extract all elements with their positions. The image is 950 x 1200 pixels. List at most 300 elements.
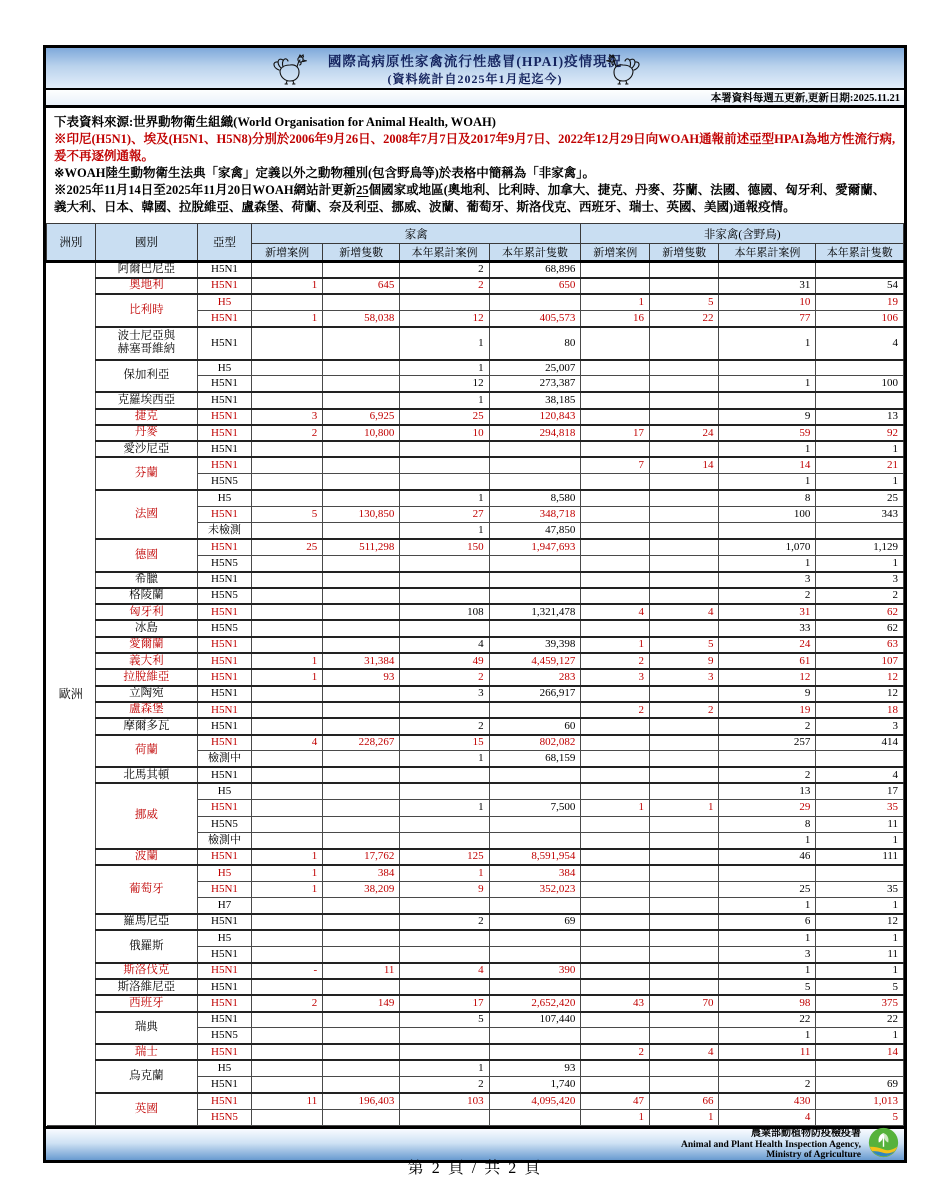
table-cell: 1 <box>816 930 904 946</box>
table-cell: 43 <box>581 995 650 1011</box>
table-cell: 4 <box>816 327 904 360</box>
table-cell <box>650 409 719 425</box>
table-cell: 60 <box>489 718 581 734</box>
table-cell: 24 <box>650 425 719 441</box>
table-cell: 13 <box>816 409 904 425</box>
country-cell: 俄羅斯 <box>95 930 197 963</box>
table-cell <box>252 930 323 946</box>
table-cell: 2 <box>581 702 650 718</box>
table-body <box>47 262 904 1126</box>
table-cell <box>489 702 581 718</box>
table-row <box>47 979 904 995</box>
table-cell: 21 <box>816 457 904 473</box>
subtype-cell: H5N1 <box>197 767 251 783</box>
table-cell <box>719 523 816 539</box>
table-cell <box>323 555 400 571</box>
table-cell <box>489 572 581 588</box>
table-cell: 802,082 <box>489 735 581 751</box>
subtype-cell: 未檢測 <box>197 523 251 539</box>
table-cell: 8,591,954 <box>489 849 581 865</box>
table-cell: 120,843 <box>489 409 581 425</box>
table-cell <box>816 751 904 767</box>
table-cell: 2 <box>400 278 489 294</box>
table-cell <box>650 1028 719 1044</box>
table-cell: 1 <box>719 832 816 848</box>
table-cell <box>323 620 400 636</box>
table-cell <box>323 360 400 376</box>
table-cell <box>323 816 400 832</box>
table-cell <box>581 816 650 832</box>
country-cell: 冰島 <box>95 620 197 636</box>
rooster-icon <box>271 53 307 90</box>
table-cell: 430 <box>719 1093 816 1109</box>
table-cell: 3 <box>719 946 816 962</box>
table-cell: 266,917 <box>489 686 581 702</box>
table-cell: 16 <box>581 310 650 326</box>
table-cell: 228,267 <box>323 735 400 751</box>
table-cell: 2 <box>719 718 816 734</box>
country-cell: 北馬其頓 <box>95 767 197 783</box>
country-cell: 捷克 <box>95 409 197 425</box>
table-cell: 2 <box>400 914 489 930</box>
table-cell <box>581 979 650 995</box>
table-cell: 92 <box>816 425 904 441</box>
country-cell: 保加利亞 <box>95 360 197 393</box>
table-cell: 2 <box>650 702 719 718</box>
table-cell: 2,652,420 <box>489 995 581 1011</box>
table-cell <box>650 881 719 897</box>
table-cell: 130,850 <box>323 506 400 522</box>
table-cell <box>650 767 719 783</box>
table-cell <box>581 441 650 457</box>
table-cell: 31 <box>719 278 816 294</box>
table-cell: 352,023 <box>489 881 581 897</box>
table-cell: 25 <box>400 409 489 425</box>
subtype-cell: H5N1 <box>197 539 251 555</box>
table-cell: 1 <box>400 490 489 506</box>
table-cell: 35 <box>816 800 904 816</box>
table-cell <box>323 1028 400 1044</box>
table-cell: 49 <box>400 653 489 669</box>
country-cell: 格陵蘭 <box>95 588 197 604</box>
table-cell: 47 <box>581 1093 650 1109</box>
table-cell: 4,459,127 <box>489 653 581 669</box>
table-cell <box>581 490 650 506</box>
table-cell <box>323 1109 400 1125</box>
table-cell: 2 <box>816 588 904 604</box>
table-cell: 25 <box>816 490 904 506</box>
table-cell <box>323 376 400 392</box>
table-cell: 1 <box>816 832 904 848</box>
table-cell: 62 <box>816 604 904 620</box>
country-cell: 葡萄牙 <box>95 865 197 914</box>
table-cell <box>816 262 904 278</box>
table-cell: 3 <box>816 718 904 734</box>
table-cell <box>650 816 719 832</box>
table-cell <box>400 946 489 962</box>
table-cell: 1 <box>719 555 816 571</box>
table-cell <box>400 620 489 636</box>
table-cell <box>581 1028 650 1044</box>
country-cell: 挪威 <box>95 783 197 848</box>
table-cell <box>581 1012 650 1028</box>
table-cell <box>489 816 581 832</box>
table-cell: 58,038 <box>323 310 400 326</box>
table-cell <box>323 490 400 506</box>
header-new-cases: 新增案例 <box>252 244 323 262</box>
table-cell <box>323 914 400 930</box>
table-cell: 4 <box>581 604 650 620</box>
table-cell: 7,500 <box>489 800 581 816</box>
country-cell: 摩爾多瓦 <box>95 718 197 734</box>
table-cell <box>400 555 489 571</box>
subtype-cell: H5N1 <box>197 735 251 751</box>
table-cell: 3 <box>650 669 719 685</box>
table-cell: 66 <box>650 1093 719 1109</box>
country-cell: 芬蘭 <box>95 457 197 490</box>
table-row <box>47 539 904 555</box>
table-row <box>47 360 904 376</box>
country-cell: 匈牙利 <box>95 604 197 620</box>
table-cell <box>650 963 719 979</box>
note-line: ※2025年11月14日至2025年11月20日WOAH網站計更新25個國家或地區(奧地利、比利時、加拿大、捷克、丹麥、芬蘭、法國、德國、匈牙利、愛爾蘭、義大利、日本、韓國、拉脫維亞、盧森堡、荷蘭、奈及利亞、挪威、波蘭、葡萄牙、斯洛伐克、西班牙、瑞士、英國、美國)通報疫情。 <box>54 183 886 214</box>
table-cell: 68,159 <box>489 751 581 767</box>
table-cell: 1 <box>252 881 323 897</box>
table-row <box>47 1012 904 1028</box>
subtype-cell: H5N5 <box>197 816 251 832</box>
table-cell <box>252 474 323 490</box>
table-cell: 106 <box>816 310 904 326</box>
table-cell: 3 <box>816 572 904 588</box>
table-cell: 107,440 <box>489 1012 581 1028</box>
table-cell: 3 <box>252 409 323 425</box>
header-ytd-cases: 本年累計案例 <box>719 244 816 262</box>
table-cell: 283 <box>489 669 581 685</box>
header-new-birds: 新增隻數 <box>323 244 400 262</box>
table-cell: 1 <box>252 278 323 294</box>
subtype-cell: H5N1 <box>197 995 251 1011</box>
table-cell: 1 <box>816 555 904 571</box>
table-cell: 14 <box>650 457 719 473</box>
table-cell <box>581 360 650 376</box>
table-cell: 4 <box>400 637 489 653</box>
table-cell: 384 <box>323 865 400 881</box>
table-cell: 257 <box>719 735 816 751</box>
header-ytd-birds: 本年累計隻數 <box>816 244 904 262</box>
subtype-cell: H5N5 <box>197 588 251 604</box>
table-row <box>47 294 904 310</box>
table-cell: 6,925 <box>323 409 400 425</box>
table-cell <box>581 620 650 636</box>
table-row <box>47 588 904 604</box>
table-cell <box>252 800 323 816</box>
document-frame <box>43 45 907 1163</box>
table-cell: 1 <box>400 865 489 881</box>
table-cell: 80 <box>489 327 581 360</box>
header-group-poultry: 家禽 <box>252 224 581 244</box>
table-cell <box>400 294 489 310</box>
table-cell: 645 <box>323 278 400 294</box>
table-cell: 1 <box>719 441 816 457</box>
table-cell: 384 <box>489 865 581 881</box>
table-row <box>47 637 904 653</box>
table-cell <box>581 865 650 881</box>
table-cell: 5 <box>719 979 816 995</box>
table-row <box>47 735 904 751</box>
table-cell <box>489 588 581 604</box>
table-cell <box>719 262 816 278</box>
table-cell: 1 <box>252 849 323 865</box>
table-cell <box>650 897 719 913</box>
country-cell: 克羅埃西亞 <box>95 392 197 408</box>
table-cell <box>400 783 489 799</box>
subtype-cell: H5N1 <box>197 327 251 360</box>
header-group-nonpoultry: 非家禽(含野鳥) <box>581 224 904 244</box>
country-cell: 愛爾蘭 <box>95 637 197 653</box>
table-cell: 18 <box>816 702 904 718</box>
subtype-cell: H5N1 <box>197 718 251 734</box>
table-cell: 1 <box>252 669 323 685</box>
hpai-table <box>46 223 904 1126</box>
table-cell <box>581 930 650 946</box>
table-cell: 2 <box>719 1077 816 1093</box>
country-cell: 法國 <box>95 490 197 539</box>
table-cell: 22 <box>816 1012 904 1028</box>
table-cell: 77 <box>719 310 816 326</box>
subtype-cell: H5N1 <box>197 702 251 718</box>
table-cell: 1 <box>400 327 489 360</box>
table-cell: 11 <box>719 1044 816 1060</box>
table-cell <box>252 897 323 913</box>
table-cell: 511,298 <box>323 539 400 555</box>
country-cell: 立陶宛 <box>95 686 197 702</box>
table-cell <box>650 832 719 848</box>
table-cell: 17 <box>400 995 489 1011</box>
table-cell: 25 <box>252 539 323 555</box>
table-cell <box>400 1028 489 1044</box>
table-cell <box>323 588 400 604</box>
table-row <box>47 425 904 441</box>
table-cell <box>650 474 719 490</box>
header-ytd-cases: 本年累計案例 <box>400 244 489 262</box>
table-cell: 1,740 <box>489 1077 581 1093</box>
table-cell <box>650 735 719 751</box>
table-cell <box>252 816 323 832</box>
table-cell <box>252 686 323 702</box>
table-cell: 19 <box>816 294 904 310</box>
table-cell: 294,818 <box>489 425 581 441</box>
table-cell: 12 <box>400 376 489 392</box>
table-cell <box>489 946 581 962</box>
table-cell <box>650 930 719 946</box>
table-cell <box>400 767 489 783</box>
subtype-cell: H5 <box>197 360 251 376</box>
table-cell <box>489 767 581 783</box>
table-cell: 1,070 <box>719 539 816 555</box>
note-line: ※WOAH陸生動物衛生法典「家禽」定義以外之動物種別(包含野鳥等)於表格中簡稱為「非家禽」。 <box>54 166 596 180</box>
table-cell <box>581 555 650 571</box>
table-cell: - <box>252 963 323 979</box>
table-cell <box>650 539 719 555</box>
table-cell <box>489 620 581 636</box>
table-cell <box>816 360 904 376</box>
subtype-cell: H5N5 <box>197 1109 251 1125</box>
table-cell: 11 <box>816 946 904 962</box>
table-cell <box>252 294 323 310</box>
table-cell <box>489 897 581 913</box>
table-cell: 14 <box>719 457 816 473</box>
table-cell <box>252 1109 323 1125</box>
table-cell: 69 <box>816 1077 904 1093</box>
table-cell: 8,580 <box>489 490 581 506</box>
table-cell <box>719 1060 816 1076</box>
table-cell <box>581 783 650 799</box>
country-cell: 愛沙尼亞 <box>95 441 197 457</box>
table-cell: 22 <box>719 1012 816 1028</box>
table-cell <box>323 751 400 767</box>
table-cell: 390 <box>489 963 581 979</box>
subtype-cell: 檢測中 <box>197 751 251 767</box>
header-country: 國別 <box>95 224 197 262</box>
table-cell: 196,403 <box>323 1093 400 1109</box>
table-header <box>47 224 904 262</box>
header-new-cases: 新增案例 <box>581 244 650 262</box>
table-cell <box>400 816 489 832</box>
subtype-cell: H5N1 <box>197 946 251 962</box>
table-cell <box>252 620 323 636</box>
table-cell <box>650 523 719 539</box>
subtype-cell: H5N1 <box>197 979 251 995</box>
table-cell <box>252 718 323 734</box>
table-cell <box>252 572 323 588</box>
table-cell <box>816 523 904 539</box>
table-cell <box>400 1044 489 1060</box>
table-cell: 1 <box>400 523 489 539</box>
page-title: 國際高病原性家禽流行性感冒(HPAI)疫情現況 <box>327 53 623 69</box>
table-cell <box>581 474 650 490</box>
table-cell <box>323 457 400 473</box>
subtype-cell: H5 <box>197 490 251 506</box>
table-cell <box>650 588 719 604</box>
subtype-cell: H5N1 <box>197 441 251 457</box>
table-cell <box>323 686 400 702</box>
subtype-cell: H5 <box>197 930 251 946</box>
table-cell: 3 <box>581 669 650 685</box>
subtype-cell: H5N5 <box>197 620 251 636</box>
table-cell: 375 <box>816 995 904 1011</box>
table-cell <box>489 441 581 457</box>
table-cell <box>650 327 719 360</box>
header-ytd-birds: 本年累計隻數 <box>489 244 581 262</box>
table-row <box>47 963 904 979</box>
table-cell: 38,185 <box>489 392 581 408</box>
table-cell <box>650 849 719 865</box>
subtype-cell: H5N1 <box>197 310 251 326</box>
table-cell: 100 <box>816 376 904 392</box>
update-note: 本署資料每週五更新,更新日期:2025.11.21 <box>710 93 900 104</box>
table-cell <box>650 1060 719 1076</box>
table-cell: 59 <box>719 425 816 441</box>
table-cell: 9 <box>650 653 719 669</box>
table-cell <box>323 718 400 734</box>
table-cell: 1 <box>252 865 323 881</box>
subtype-cell: H5N1 <box>197 686 251 702</box>
table-cell <box>323 897 400 913</box>
table-cell: 1 <box>719 930 816 946</box>
country-cell: 羅馬尼亞 <box>95 914 197 930</box>
table-row <box>47 686 904 702</box>
table-cell <box>252 604 323 620</box>
table-cell: 11 <box>323 963 400 979</box>
table-cell <box>581 506 650 522</box>
table-cell <box>252 1028 323 1044</box>
table-cell <box>252 392 323 408</box>
table-cell: 31,384 <box>323 653 400 669</box>
subtype-cell: H7 <box>197 897 251 913</box>
table-cell <box>650 914 719 930</box>
table-cell <box>323 930 400 946</box>
country-cell: 斯洛伐克 <box>95 963 197 979</box>
subtype-cell: H5N1 <box>197 914 251 930</box>
rooster-icon <box>606 53 642 90</box>
table-cell <box>650 278 719 294</box>
table-cell <box>489 1028 581 1044</box>
table-cell: 8 <box>719 816 816 832</box>
table-cell: 1 <box>719 963 816 979</box>
table-cell <box>650 865 719 881</box>
subtype-cell: H5N1 <box>197 457 251 473</box>
table-cell <box>489 930 581 946</box>
table-cell <box>323 702 400 718</box>
header-new-birds: 新增隻數 <box>650 244 719 262</box>
table-cell <box>252 1012 323 1028</box>
table-cell <box>650 946 719 962</box>
table-cell: 13 <box>719 783 816 799</box>
table-cell <box>650 392 719 408</box>
table-cell: 1 <box>252 653 323 669</box>
table-cell: 107 <box>816 653 904 669</box>
table-row <box>47 572 904 588</box>
table-cell: 98 <box>719 995 816 1011</box>
title-bar <box>46 48 904 90</box>
table-cell: 1 <box>719 1028 816 1044</box>
table-cell <box>650 262 719 278</box>
table-cell: 1 <box>816 1028 904 1044</box>
table-cell: 12 <box>816 686 904 702</box>
table-cell <box>323 1012 400 1028</box>
table-cell: 10 <box>719 294 816 310</box>
table-row <box>47 669 904 685</box>
table-cell: 348,718 <box>489 506 581 522</box>
table-cell <box>650 490 719 506</box>
table-cell: 103 <box>400 1093 489 1109</box>
table-cell: 4 <box>400 963 489 979</box>
table-cell <box>323 474 400 490</box>
table-row <box>47 392 904 408</box>
subtype-cell: H5N1 <box>197 262 251 278</box>
table-cell <box>650 686 719 702</box>
country-cell: 瑞典 <box>95 1012 197 1045</box>
table-cell <box>252 767 323 783</box>
table-cell: 150 <box>400 539 489 555</box>
table-cell <box>400 897 489 913</box>
table-cell: 12 <box>719 669 816 685</box>
header-subtype: 亞型 <box>197 224 251 262</box>
table-cell <box>650 751 719 767</box>
country-cell: 英國 <box>95 1093 197 1126</box>
table-cell <box>252 946 323 962</box>
subtype-cell: H5N1 <box>197 1077 251 1093</box>
